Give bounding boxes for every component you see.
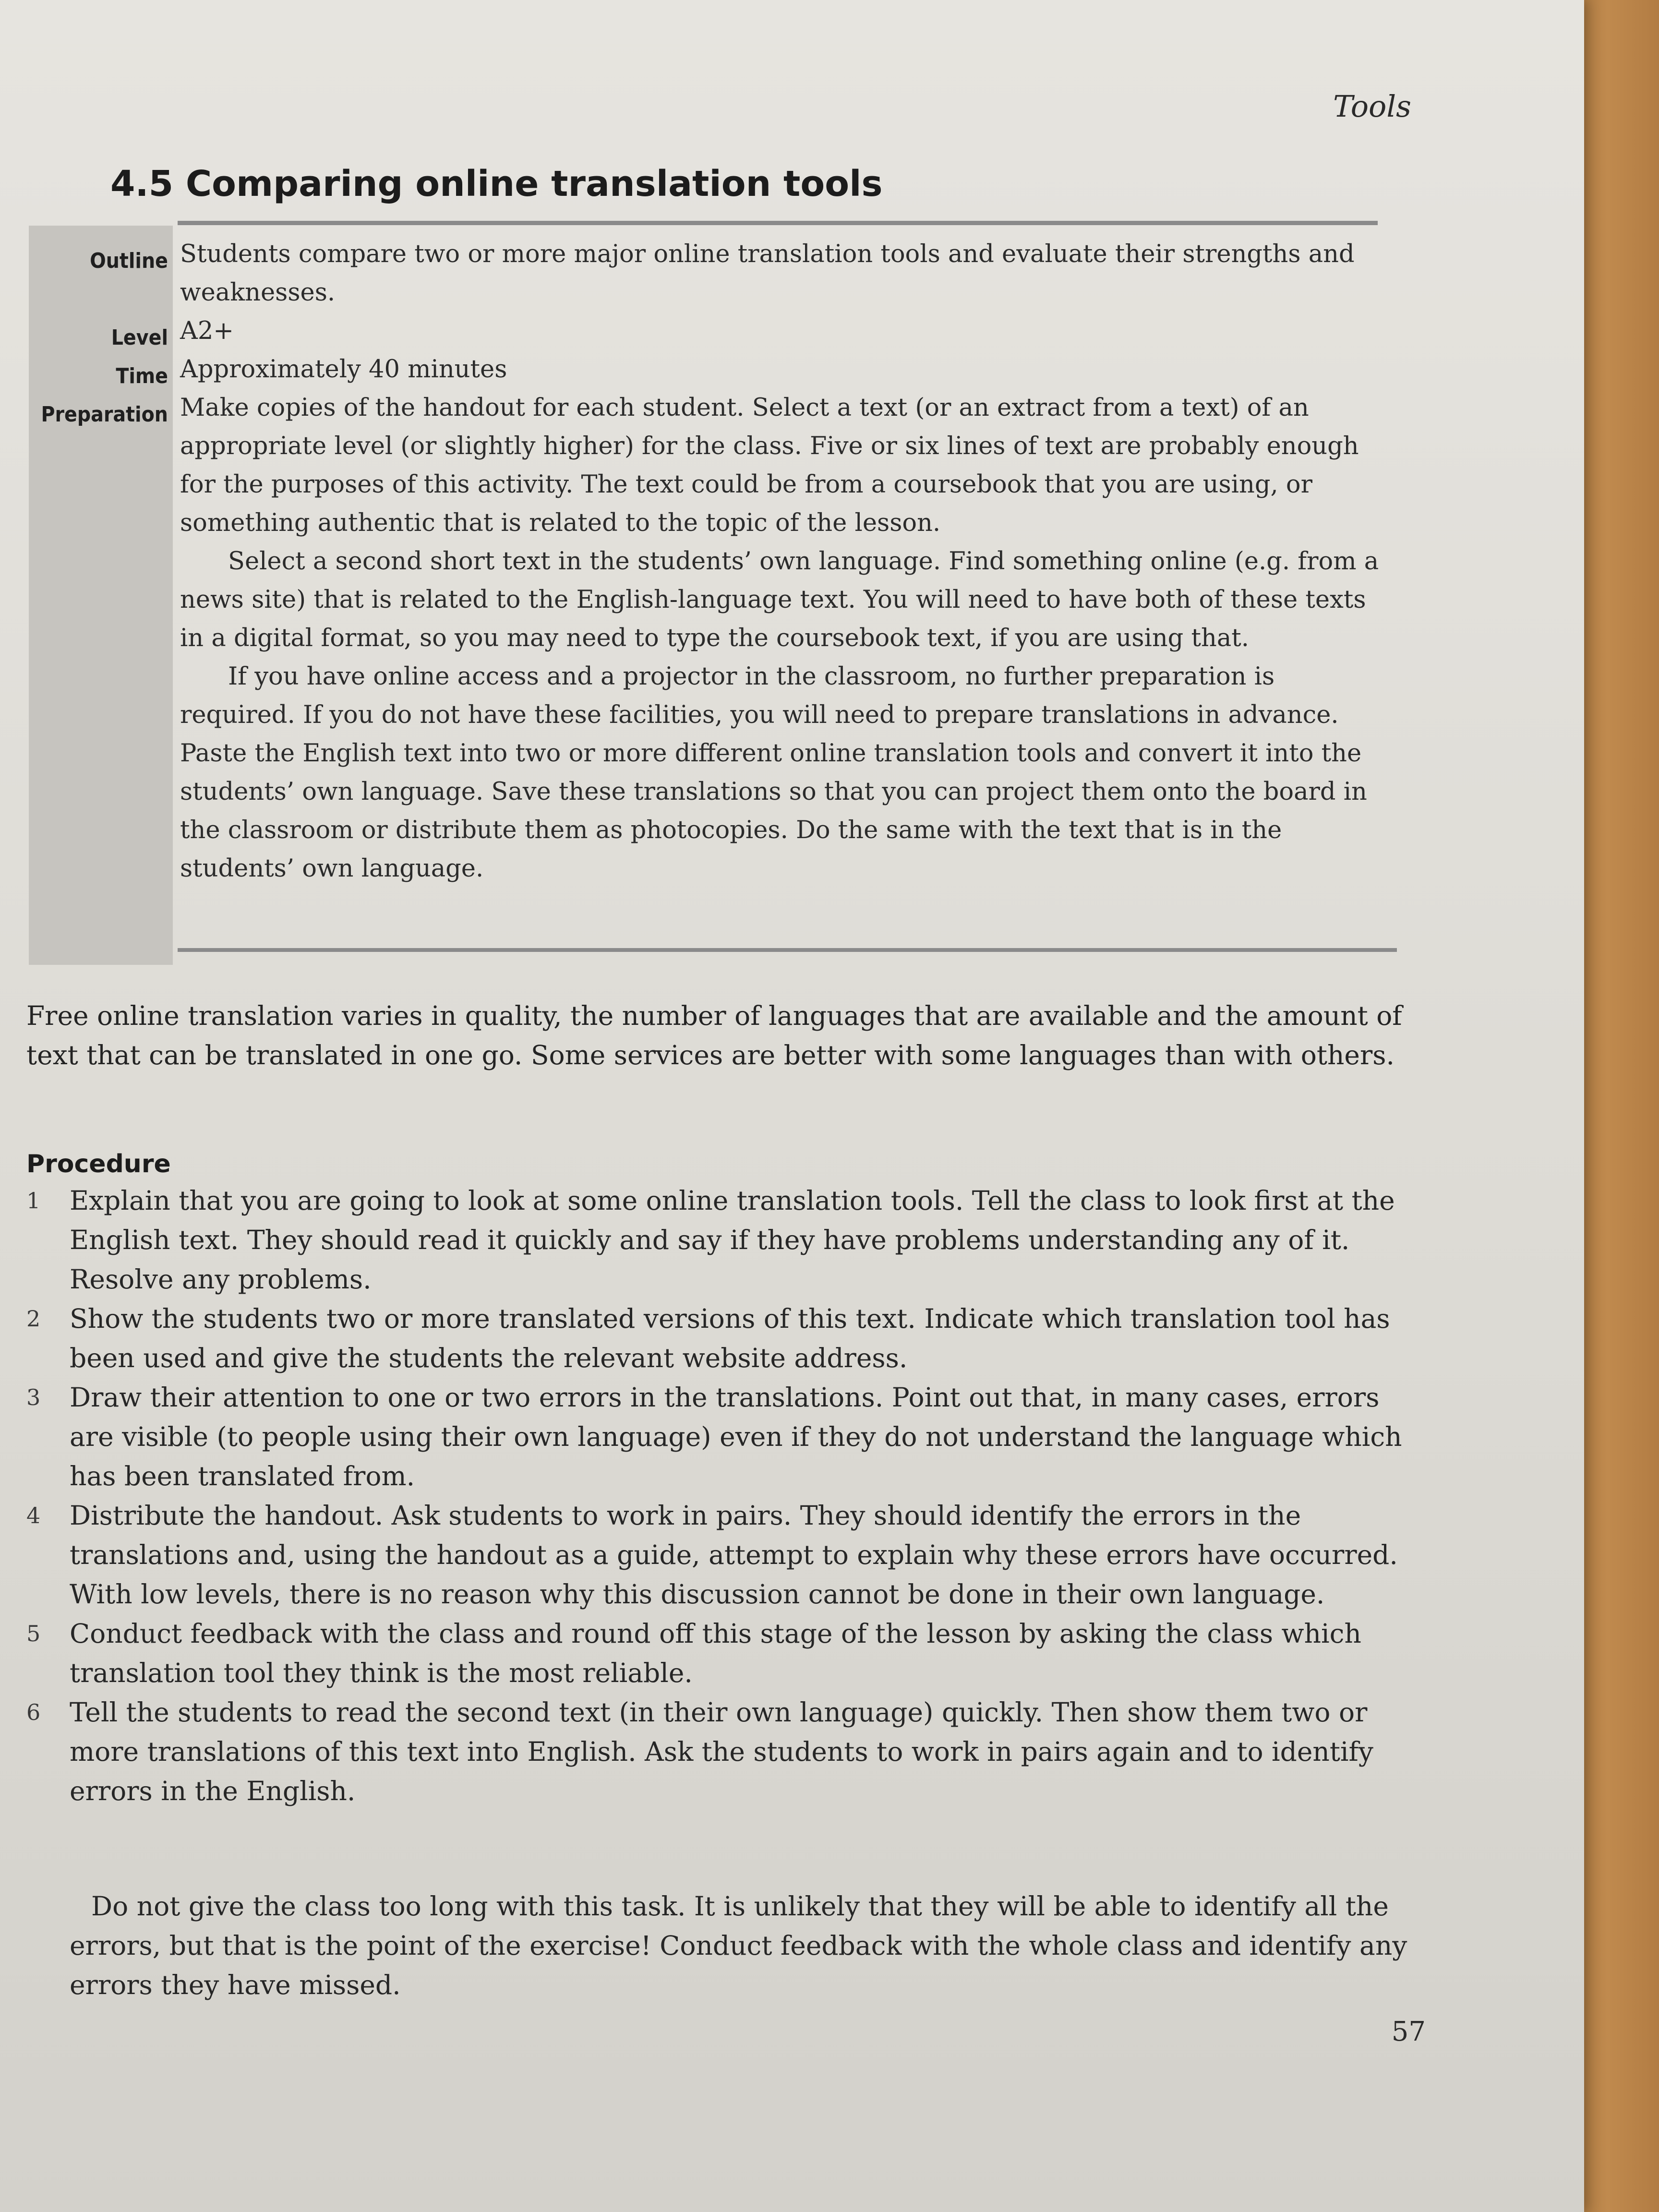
step-number: 3	[26, 1384, 41, 1410]
step-text: Distribute the handout. Ask students to work in pairs. They should identify the errors in the translations and, using the handout as a guide, attempt to explain why these errors have occurred. With low levels, there is no reason why this discussion cannot be done in their own language.	[70, 1500, 1398, 1610]
box-bottom-rule	[178, 948, 1397, 952]
step-text: Conduct feedback with the class and round off this stage of the lesson by asking the class which translation tool they think is the most reliable.	[70, 1618, 1361, 1688]
outline-paragraph: Students compare two or more major online translation tools and evaluate their strengths and weaknesses.	[180, 240, 1355, 307]
step-text: Show the students two or more translated versions of this text. Indicate which translation tool has been used and give the students the relevant website address.	[70, 1303, 1390, 1373]
section-title: 4.5 Comparing online translation tools	[110, 163, 883, 204]
procedure-step	[26, 1378, 1419, 1496]
time-text	[180, 350, 1380, 389]
level-value: A2+	[180, 317, 234, 345]
preparation-paragraph-2: Select a second short text in the students’ own language. Find something online (e.g. from a news site) that is related to the English-language text. You will need to have both of these texts in a digital format, so you may need to type the coursebook text, if you are using that.	[180, 547, 1379, 652]
step-number: 4	[26, 1503, 41, 1528]
time-label: Time	[116, 364, 168, 388]
procedure-step	[26, 1181, 1419, 1299]
desk-background	[1573, 0, 1659, 2212]
page-number: 57	[1391, 2016, 1426, 2047]
outline-label: Outline	[90, 249, 168, 273]
procedure-heading: Procedure	[26, 1150, 171, 1178]
step-text: Explain that you are going to look at some online translation tools. Tell the class to look first at the English text. They should read it quickly and say if they have problems understanding any of it. Resolve any problems.	[70, 1185, 1395, 1295]
running-head: Tools	[1333, 89, 1411, 124]
step-number: 2	[26, 1306, 41, 1332]
level-text	[180, 312, 1380, 350]
title-rule	[178, 221, 1378, 225]
step-text: Tell the students to read the second text (in their own language) quickly. Then show them two or more translations of this text into English. Ask the students to work in pairs again and to identify errors in the English.	[70, 1697, 1373, 1806]
followup-paragraph: Do not give the class too long with this task. It is unlikely that they will be able to identify all the errors, but that is the point of the exercise! Conduct feedback with the whole class and identify any errors they have missed.	[70, 1891, 1407, 2000]
step-number: 1	[26, 1188, 41, 1214]
outline-text	[180, 235, 1380, 312]
preparation-label: Preparation	[41, 402, 168, 427]
procedure-step	[26, 1614, 1419, 1693]
procedure-step	[26, 1496, 1419, 1614]
preparation-text	[180, 389, 1380, 888]
preparation-paragraph-1: Make copies of the handout for each student. Select a text (or an extract from a text) of an appropriate level (or slightly higher) for the class. Five or six lines of text are probably enough for the purposes of this activity. The text could be from a coursebook that you are using, or something authentic that is related to the topic of the lesson.	[180, 394, 1359, 537]
step-number: 6	[26, 1699, 41, 1725]
procedure-step	[26, 1693, 1419, 1811]
step-text: Draw their attention to one or two errors in the translations. Point out that, in many cases, errors are visible (to people using their own language) even if they do not understand the language which has been translated from.	[70, 1382, 1402, 1491]
intro-paragraph: Free online translation varies in quality, the number of languages that are available and the amount of text that can be translated in one go. Some services are better with some languages than with others.	[26, 1000, 1402, 1070]
step-number: 5	[26, 1621, 41, 1647]
procedure-step	[26, 1299, 1419, 1378]
time-value: Approximately 40 minutes	[180, 355, 507, 384]
procedure-steps	[26, 1181, 1419, 1811]
preparation-paragraph-3: If you have online access and a projector in the classroom, no further preparation is required. If you do not have these facilities, you will need to prepare translations in advance. Paste the English text into two or more different online translation tools and convert it into the students’ own language. Save these translations so that you can project them onto the board in the classroom or distribute them as photocopies. Do the same with the text that is in the students’ own language.	[180, 662, 1367, 883]
level-label: Level	[111, 325, 168, 350]
